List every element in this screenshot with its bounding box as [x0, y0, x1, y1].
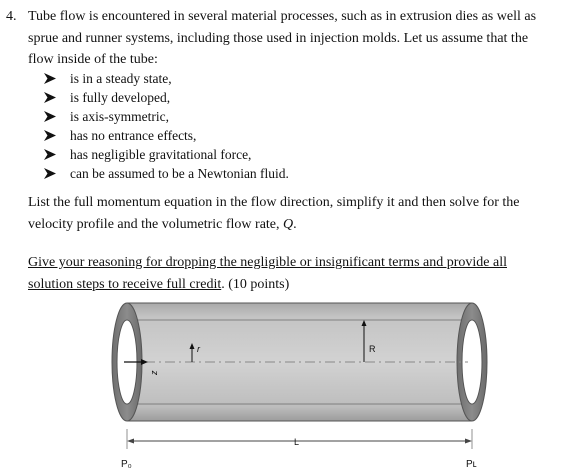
length-dimension	[127, 429, 472, 449]
P0-label: P₀	[121, 459, 132, 470]
r-label: r	[197, 344, 200, 354]
list-item: is axis-symmetric,	[44, 107, 289, 126]
R-label: R	[369, 344, 376, 354]
arrow-bullet-icon	[44, 111, 56, 122]
L-label: L	[294, 437, 300, 447]
question-number: 4.	[6, 9, 17, 24]
assumption-list	[44, 69, 289, 183]
list-item: has no entrance effects,	[44, 126, 289, 145]
tube-flow-figure	[0, 295, 562, 475]
task-paragraph: List the full momentum equation in the flow direction, simplify it and then solve for the velocity profile and the volumetric flow rate, Q.	[28, 195, 520, 232]
list-item: is in a steady state,	[44, 69, 289, 88]
arrow-bullet-icon	[44, 92, 56, 103]
arrow-bullet-icon	[44, 168, 56, 179]
list-item: is fully developed,	[44, 88, 289, 107]
arrow-bullet-icon	[44, 149, 56, 160]
arrow-bullet-icon	[44, 73, 56, 84]
list-item: can be assumed to be a Newtonian fluid.	[44, 164, 289, 183]
flow-rate-symbol: Q	[283, 216, 294, 232]
instruction-points: . (10 points)	[221, 276, 290, 292]
arrow-bullet-icon	[44, 130, 56, 141]
right-tube-end	[457, 303, 487, 421]
PL-label: Pʟ	[466, 459, 477, 470]
z-label: z	[149, 370, 159, 375]
instruction-paragraph	[28, 252, 552, 295]
instruction-underlined: Give your reasoning for dropping the negligible or insignificant terms and provide all solution steps to receive full credit	[28, 255, 507, 292]
list-item: has negligible gravitational force,	[44, 145, 289, 164]
question-intro: Tube flow is encountered in several material processes, such as in extrusion dies as well as sprue and runner systems, including those used in injection molds. Let us assume that the flow inside of the tube:	[28, 9, 537, 67]
